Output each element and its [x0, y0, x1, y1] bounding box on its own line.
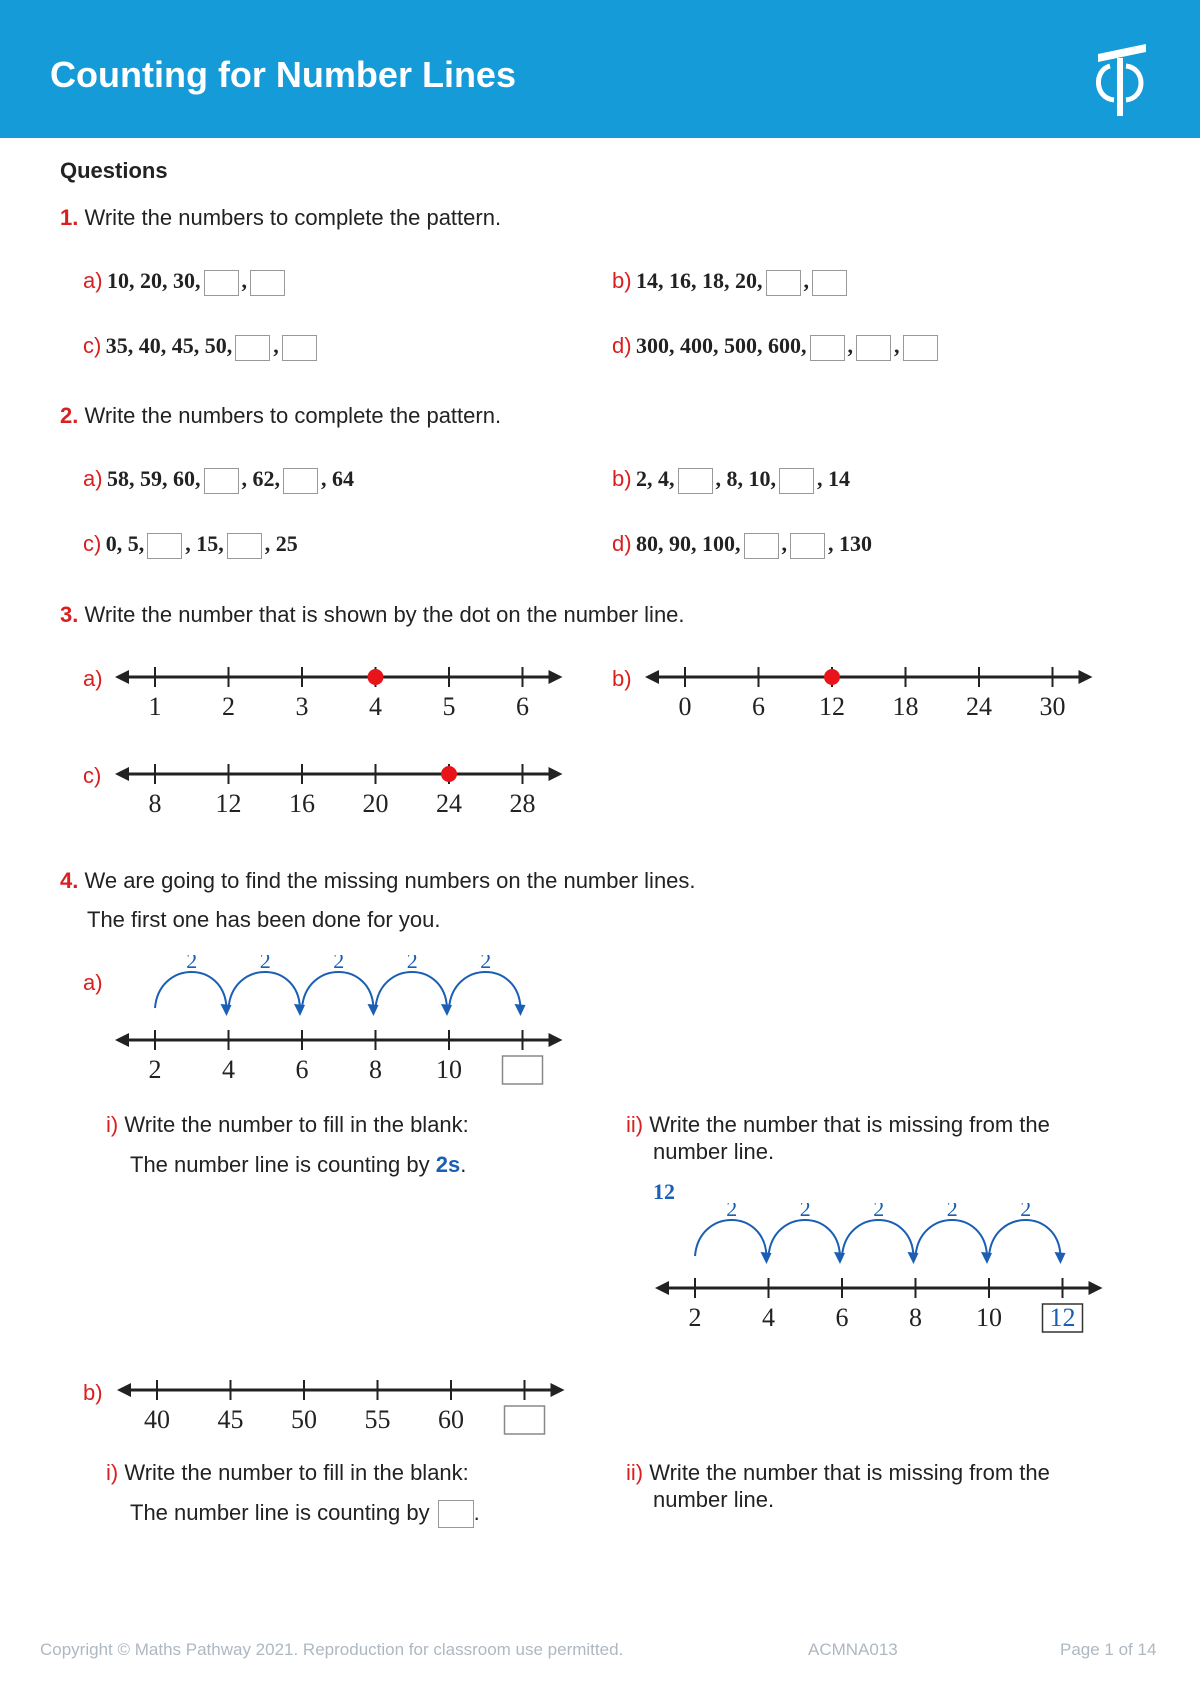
answer-box — [505, 1406, 545, 1434]
jump-arc — [916, 1220, 988, 1256]
q1-number: 1. — [60, 205, 79, 230]
q2-c-mid: , 15, — [185, 531, 224, 556]
tick-label: 4 — [762, 1303, 775, 1332]
jump-arc — [376, 972, 448, 1008]
tick-label: 4 — [369, 692, 382, 721]
q4-b-ii-text1: Write the number that is missing from the — [649, 1460, 1050, 1485]
jump-arc — [769, 1220, 841, 1256]
q2-c — [83, 531, 298, 559]
tick-label: 50 — [291, 1405, 317, 1434]
jump-arrow-icon — [441, 1004, 452, 1016]
q2-prompt — [60, 403, 501, 429]
tick-label: 6 — [835, 1303, 849, 1332]
q3-prompt — [60, 602, 685, 628]
jump-label: 2 — [946, 1203, 958, 1221]
arrow-left-icon — [115, 1033, 129, 1047]
tick-label: 55 — [364, 1405, 391, 1434]
answer-box[interactable] — [812, 270, 847, 296]
q1-c-pre: 35, 40, 45, 50, — [105, 333, 233, 358]
q3-a-label: a) — [83, 666, 103, 691]
tick-label: 16 — [289, 789, 315, 818]
q2-c-sequence — [106, 531, 298, 556]
q1-b — [612, 268, 850, 296]
q1-b-sequence — [636, 268, 850, 293]
jump-arc — [695, 1220, 767, 1256]
q4-a-i — [106, 1112, 469, 1138]
q2-b — [612, 466, 850, 494]
q1-a-sequence — [107, 268, 288, 293]
tick-label: 5 — [442, 692, 456, 721]
tick-label: 1 — [148, 692, 162, 721]
q4-b-i-label: i) — [106, 1460, 119, 1485]
answer-box[interactable] — [235, 335, 270, 361]
q4-b-ii-text2: number line. — [653, 1487, 775, 1512]
q1-text: Write the numbers to complete the pattern. — [84, 205, 502, 230]
answer-box[interactable] — [903, 335, 938, 361]
q2-d-sequence — [636, 531, 872, 556]
jump-arrow-icon — [294, 1004, 305, 1016]
jump-label: 2 — [480, 955, 492, 973]
tick-label: 6 — [295, 1055, 309, 1084]
answer-box[interactable] — [204, 270, 239, 296]
arrow-right-icon — [1079, 670, 1093, 684]
dot-marker — [441, 766, 457, 782]
tick-label: 18 — [892, 692, 919, 721]
q4-a-ii-number-line — [640, 1203, 1120, 1343]
jump-arrow-icon — [221, 1004, 232, 1016]
q2-d — [612, 531, 872, 559]
tick-label: 45 — [217, 1405, 244, 1434]
tick-label: 20 — [362, 789, 389, 818]
jump-arrow-icon — [368, 1004, 379, 1016]
tick-label: 0 — [678, 692, 692, 721]
tick-label: 6 — [752, 692, 765, 721]
q2-b-sequence — [636, 466, 850, 491]
q3-number: 3. — [60, 602, 79, 627]
q1-c — [83, 333, 320, 361]
jump-arc — [155, 972, 227, 1008]
answer-box[interactable] — [283, 468, 318, 494]
tick-label: 3 — [295, 692, 309, 721]
page-title: Counting for Number Lines — [50, 54, 516, 95]
footer-code: ACMNA013 — [808, 1640, 898, 1659]
answer-box[interactable] — [204, 468, 239, 494]
q2-text: Write the numbers to complete the pattern. — [84, 403, 502, 428]
q4-number: 4. — [60, 868, 79, 893]
q4-b-i-sentence: The number line is counting by — [130, 1500, 430, 1525]
q4-b-i-text: Write the number to fill in the blank: — [124, 1460, 469, 1485]
q4-a-ii-text2: number line. — [653, 1139, 775, 1164]
q2-d-label: d) — [612, 531, 632, 556]
tick-label: 8 — [369, 1055, 382, 1084]
tick-label: 2 — [688, 1303, 702, 1332]
q2-a-label: a) — [83, 466, 103, 491]
jump-arrow-icon — [908, 1252, 919, 1264]
answer-box — [503, 1056, 543, 1084]
q2-c-post: , 25 — [264, 531, 298, 556]
arrow-left-icon — [115, 670, 129, 684]
q1-a-pre: 10, 20, 30, — [107, 268, 201, 293]
q1-b-mid: , — [803, 268, 810, 293]
arrow-left-icon — [115, 767, 129, 781]
answer-box[interactable] — [227, 533, 262, 559]
tick-label: 60 — [438, 1405, 464, 1434]
q3-c-number-line — [110, 749, 570, 829]
answer-box[interactable] — [856, 335, 891, 361]
q1-c-mid: , — [273, 333, 279, 358]
q1-a-mid: , — [241, 268, 248, 293]
q4-a-i-text: Write the number to fill in the blank: — [124, 1112, 469, 1137]
dot-marker — [824, 669, 840, 685]
q3-b-label: b) — [612, 666, 632, 691]
q2-a-post: , 64 — [321, 466, 355, 491]
arrow-left-icon — [117, 1383, 131, 1397]
maths-pathway-logo-icon — [1090, 40, 1154, 120]
tick-label: 8 — [909, 1303, 922, 1332]
q2-d-post: , 130 — [828, 531, 873, 556]
q4-b-i-sentence-row — [130, 1500, 480, 1528]
q1-d — [612, 333, 941, 361]
jump-arc — [989, 1220, 1061, 1256]
q1-d-mid2: , — [894, 333, 900, 358]
jump-label: 2 — [259, 955, 271, 973]
jump-arc — [449, 972, 521, 1008]
q2-b-label: b) — [612, 466, 632, 491]
tick-label: 24 — [436, 789, 462, 818]
answer-box[interactable] — [779, 468, 814, 494]
jump-arc — [842, 1220, 914, 1256]
tick-label: 4 — [222, 1055, 235, 1084]
q4-text2: The first one has been done for you. — [87, 907, 441, 932]
tick-label: 12 — [819, 692, 845, 721]
q1-b-label: b) — [612, 268, 632, 293]
q2-c-label: c) — [83, 531, 102, 556]
answer-box[interactable] — [766, 270, 801, 296]
answer-box[interactable] — [744, 533, 779, 559]
q2-a-pre: 58, 59, 60, — [107, 466, 201, 491]
tick-label: 28 — [509, 789, 536, 818]
tick-label: 12 — [1049, 1303, 1076, 1332]
q2-a — [83, 466, 354, 494]
q1-c-sequence — [106, 333, 320, 358]
tick-label: 8 — [148, 789, 162, 818]
q2-a-sequence — [107, 466, 354, 491]
q2-d-pre: 80, 90, 100, — [636, 531, 741, 556]
tick-label: 2 — [148, 1055, 162, 1084]
arrow-right-icon — [549, 1033, 563, 1047]
q1-b-pre: 14, 16, 18, 20, — [636, 268, 763, 293]
q4-a-i-answer: 2s — [435, 1152, 461, 1177]
arrow-right-icon — [551, 1383, 565, 1397]
q4-b-i — [106, 1460, 469, 1486]
q4-a-ii-text1: Write the number that is missing from the — [649, 1112, 1050, 1137]
q4-a-ii-label: ii) — [626, 1112, 644, 1137]
footer-page: Page 1 of 14 — [1060, 1640, 1157, 1659]
q1-d-pre: 300, 400, 500, 600, — [636, 333, 807, 358]
tick-label: 24 — [966, 692, 992, 721]
tick-label: 12 — [215, 789, 242, 818]
tick-label: 40 — [144, 1405, 170, 1434]
q1-d-mid1: , — [847, 333, 854, 358]
jump-arrow-icon — [515, 1004, 526, 1016]
jump-label: 2 — [873, 1203, 885, 1221]
q4-text1: We are going to find the missing numbers on the number lines. — [84, 868, 696, 893]
q4-b-number-line — [110, 1365, 570, 1445]
q4-b-label: b) — [83, 1380, 103, 1405]
questions-heading: Questions — [60, 158, 168, 183]
q1-d-sequence — [636, 333, 941, 358]
q2-d-mid: , — [781, 531, 788, 556]
q3-text: Write the number that is shown by the dot on the number line. — [84, 602, 685, 627]
arrow-right-icon — [1089, 1281, 1103, 1295]
q1-a — [83, 268, 288, 296]
arrow-left-icon — [645, 670, 659, 684]
q2-number: 2. — [60, 403, 79, 428]
q4-a-i-sentence-row — [130, 1152, 466, 1178]
tick-label: 10 — [436, 1055, 462, 1084]
jump-arrow-icon — [981, 1252, 992, 1264]
q2-b-pre: 2, 4, — [636, 466, 675, 491]
answer-box[interactable] — [438, 1500, 474, 1528]
arrow-right-icon — [549, 767, 563, 781]
arrow-right-icon — [549, 670, 563, 684]
jump-arc — [302, 972, 374, 1008]
q2-c-pre: 0, 5, — [105, 531, 145, 556]
q4-a-i-end: . — [460, 1152, 467, 1177]
answer-box[interactable] — [678, 468, 713, 494]
q2-a-mid: , 62, — [241, 466, 281, 491]
q3-c-label: c) — [83, 763, 102, 788]
answer-box[interactable] — [282, 335, 317, 361]
footer-copyright: Copyright © Maths Pathway 2021. Reproduction for classroom use permitted. — [40, 1640, 624, 1659]
answer-box[interactable] — [790, 533, 825, 559]
jump-arc — [229, 972, 301, 1008]
tick-label: 10 — [976, 1303, 1002, 1332]
q3-a-number-line — [110, 652, 570, 732]
q1-prompt — [60, 205, 501, 231]
q1-a-label: a) — [83, 268, 103, 293]
q4-a-label: a) — [83, 970, 103, 995]
q4-a-i-sentence: The number line is counting by — [130, 1152, 436, 1177]
q1-d-label: d) — [612, 333, 632, 358]
answer-box[interactable] — [810, 335, 845, 361]
jump-label: 2 — [406, 955, 418, 973]
arrow-left-icon — [655, 1281, 669, 1295]
tick-label: 2 — [222, 692, 235, 721]
q3-b-number-line — [640, 652, 1100, 732]
q1-c-label: c) — [83, 333, 102, 358]
q4-a-ii-answer: 12 — [653, 1179, 675, 1204]
header-bar — [0, 0, 1200, 138]
tick-label: 30 — [1039, 692, 1066, 721]
q4-a-i-label: i) — [106, 1112, 119, 1137]
q4-a-ii — [626, 1112, 1050, 1138]
answer-box[interactable] — [250, 270, 285, 296]
jump-arrow-icon — [761, 1252, 772, 1264]
tick-label: 6 — [516, 692, 529, 721]
q4-b-i-end: . — [473, 1500, 480, 1525]
jump-label: 2 — [799, 1203, 811, 1221]
jump-label: 2 — [186, 955, 198, 973]
jump-arrow-icon — [834, 1252, 845, 1264]
answer-box[interactable] — [147, 533, 182, 559]
q4-prompt — [60, 868, 696, 894]
jump-label: 2 — [726, 1203, 738, 1221]
jump-label: 2 — [333, 955, 345, 973]
q2-b-mid: , 8, 10, — [715, 466, 777, 491]
dot-marker — [368, 669, 384, 685]
jump-arrow-icon — [1055, 1252, 1066, 1264]
q4-b-ii — [626, 1460, 1050, 1486]
q4-a-number-line — [110, 955, 570, 1095]
q2-b-post: , 14 — [817, 466, 851, 491]
jump-label: 2 — [1020, 1203, 1032, 1221]
q4-b-ii-label: ii) — [626, 1460, 644, 1485]
